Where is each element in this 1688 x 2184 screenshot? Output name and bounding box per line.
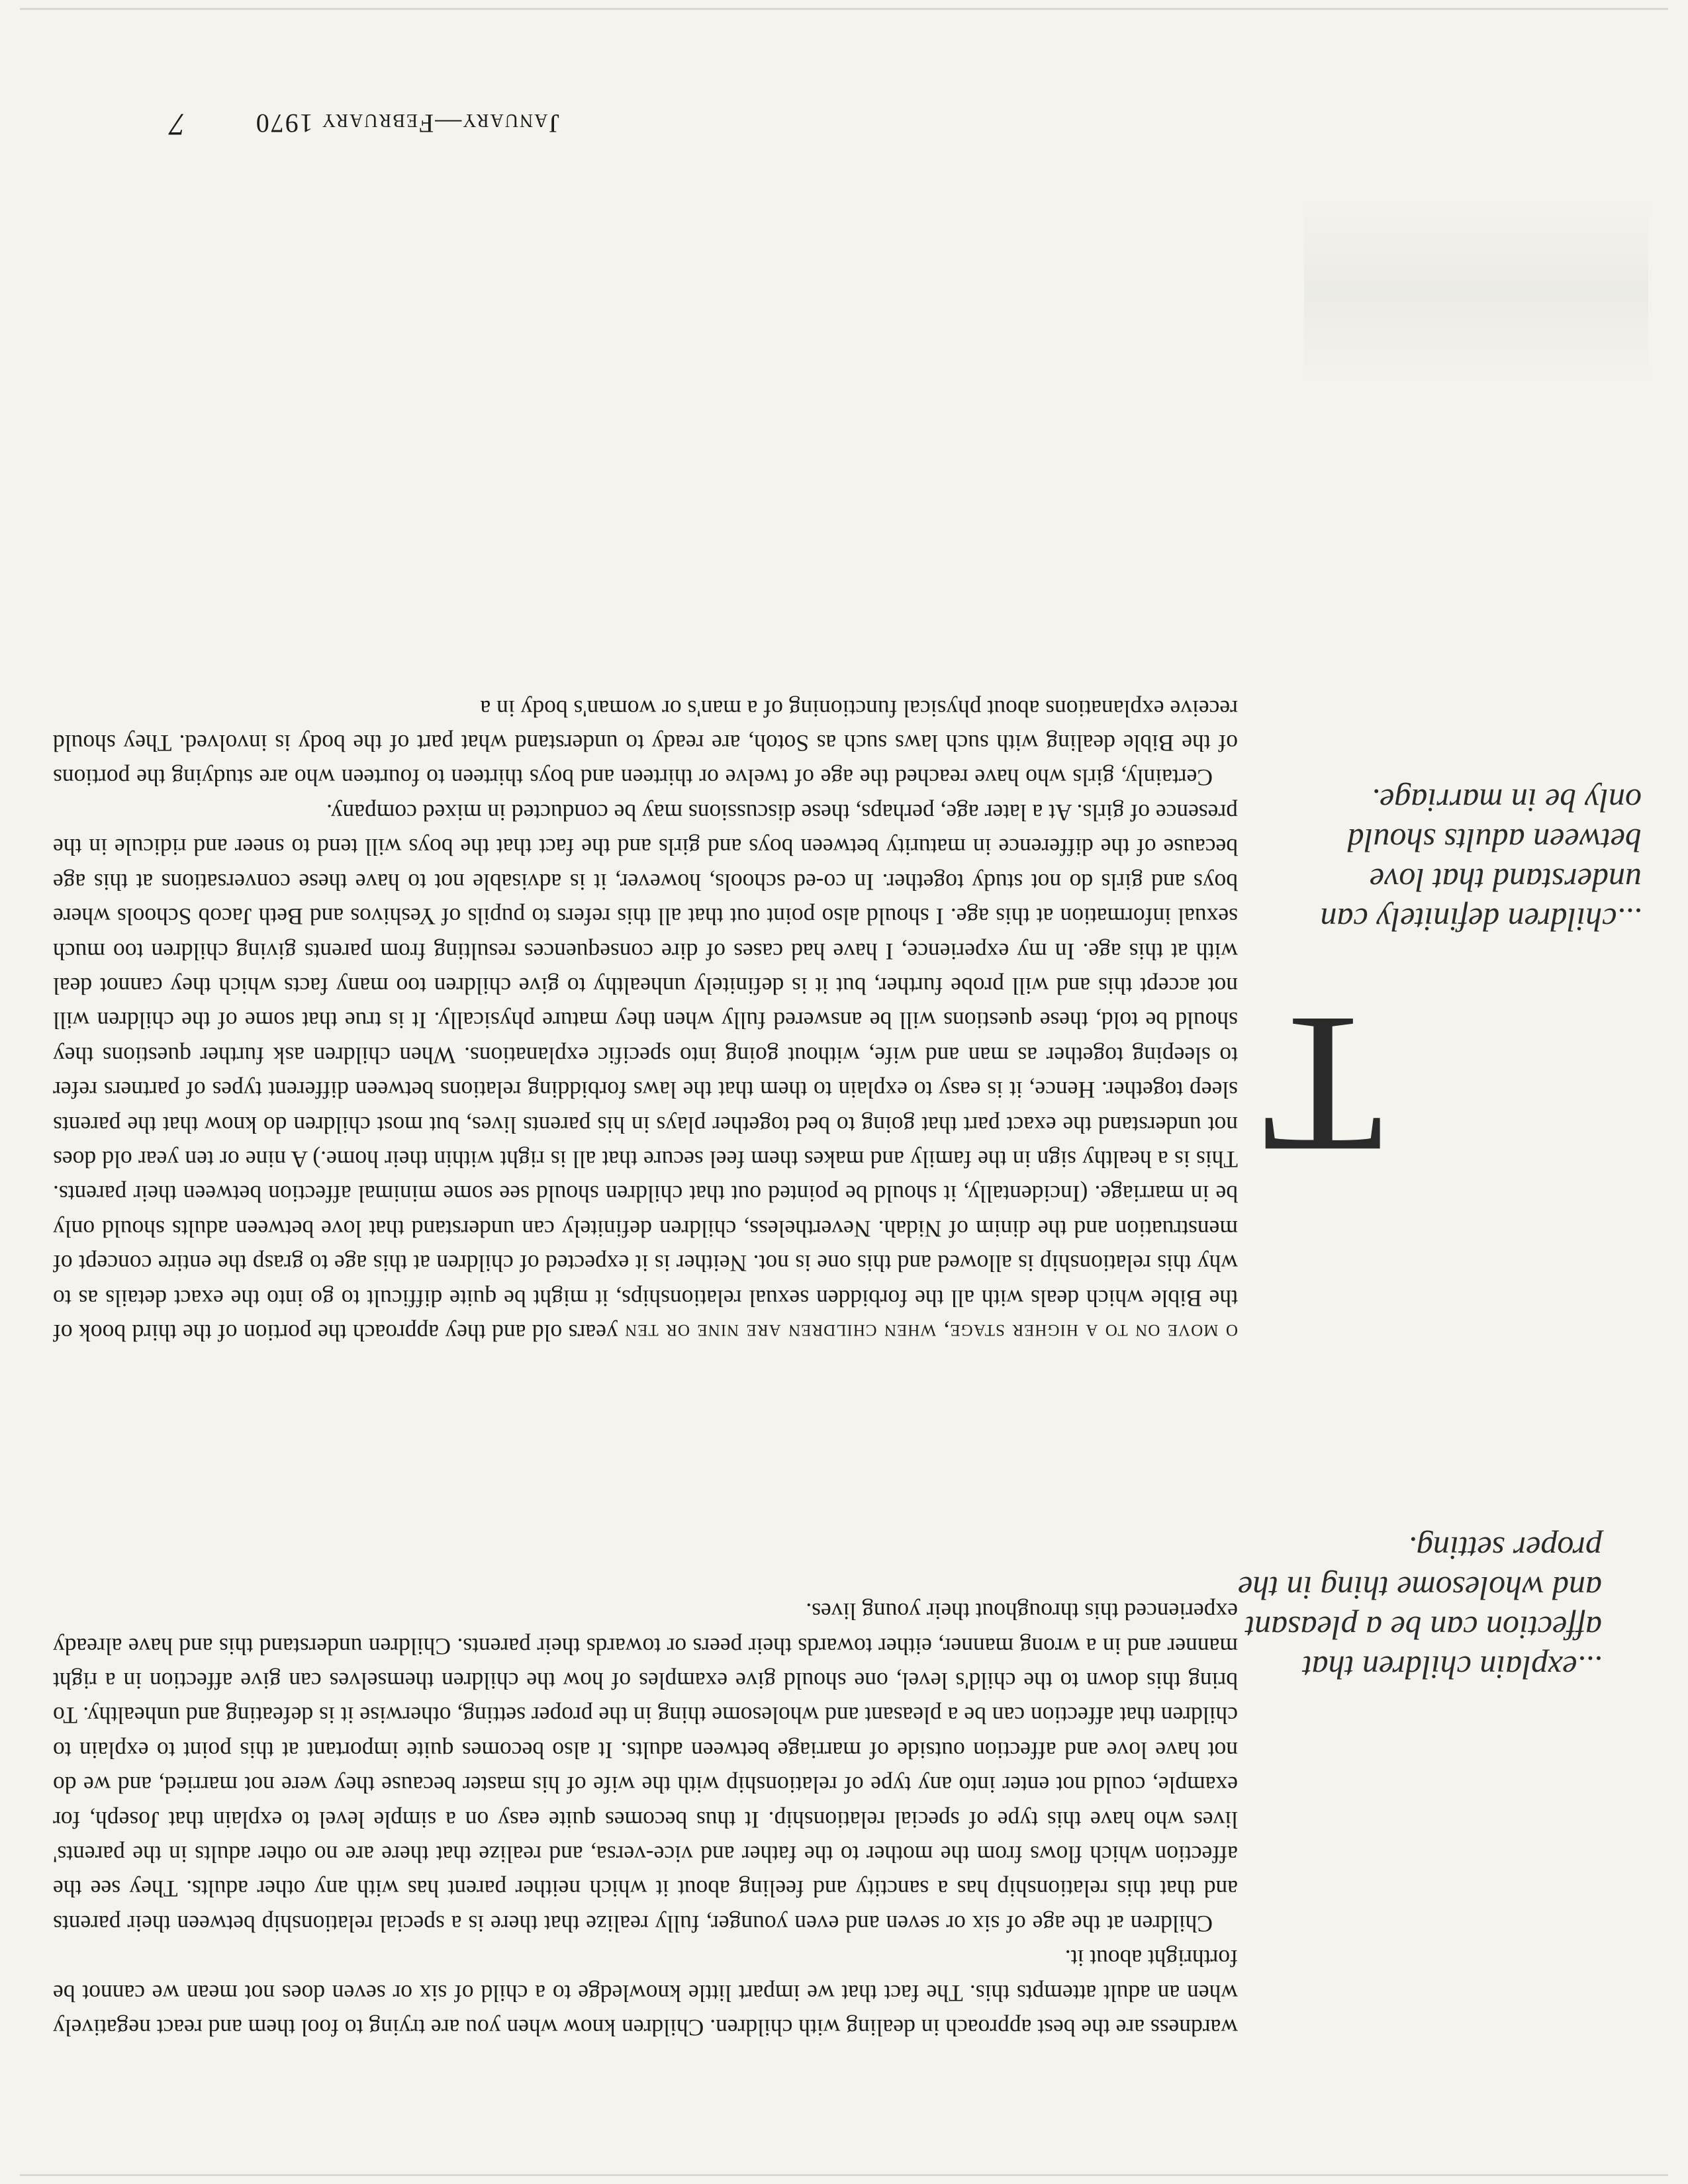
pull-quote-affection [1238,1529,1602,1688]
pull-quote-line: between adults should [1347,822,1642,859]
body-section-2 [53,691,1238,1350]
body-paragraph: wardness are the best approach in dealing with children. Children know when you are trying to fool them and react negatively when an adult attempts this. The fact that we impart little knowledge to a child of six or seven does not mean we cannot be forthright about it. [53,1945,1238,2041]
body-paragraph: Certainly, girls who have reached the age of twelve or thirteen and boys thirteen to fourteen who are studying the portions of the Bible dealing with such laws such as Sotoh, are ready to understand what part of the body is involved. They should receive explanations about physical functioning of a man's or woman's body in a [53,695,1238,792]
page-number: 7 [169,107,185,142]
pull-quote-line: affection can be a pleasant [1245,1610,1602,1647]
pull-quote-marriage [1320,781,1642,940]
opening-small-caps: o move on to a higher stage, when children are nine or ten [624,1320,1238,1346]
page-edge-bottom [20,8,1668,10]
drop-cap: T [1262,976,1383,1195]
page-edge-top [20,2174,1668,2176]
pull-quote-line: ...explain children that [1302,1649,1602,1686]
body-paragraph: Children at the age of six or seven and even younger, fully realize that there is a special relationship between their parents and that this relationship has a sanctity and feeling about it which neither parent has with any other adults. They see the affection which flows from the mother to the father and vice-versa, and realize that there are no other adults in the parents' lives who have this type of special relationship. It thus becomes quite easy on a simple level to explain that Joseph, for example, could not enter into any type of relationship with the wife of his master because they were not married, and we do not have love and affection outside of marriage between adults. It also becomes quite important at this point to explain to children that affection can be a pleasant and wholesome thing in the proper setting, otherwise it is defeating and unhealthy. To bring this down to the child's level, one should give examples of how the children themselves can give affection in a right manner and in a wrong manner, either towards their peers or towards their parents. Children understand this and have already experienced this throughout their young lives. [53,1598,1238,1937]
pull-quote-line: and wholesome thing in the [1238,1570,1602,1607]
show-through-shadow [1304,199,1648,384]
pull-quote-line: only be in marriage. [1371,782,1642,819]
pull-quote-line: understand that love [1369,862,1642,899]
lead-paragraph [53,796,1238,1351]
lead-paragraph-text: years old and they approach the portion of the third book of the Bible which deals with all the forbidden sexual relationships, it might be quite difficult to go into the exact details as to why this relationship is allowed and this one is not. Neither is it expected of children at this age to grasp the entire concept of menstruation and the dinim of Nidah. Nevertheless, children definitely can understand that love between adults should only be in marriage. (Incidentally, it should be pointed out that children should see some minimal affection between their parents. This is a healthy sign in the family and makes them feel secure that all is right within their home.) A nine or ten year old does not understand the exact part that going to bed together plays in his parents lives, but most children do know that the parents sleep together. Hence, it is easy to explain to them that the laws forbidding relations between different types of partners refer to sleeping together as man and wife, without going into specific explanations. When children ask further questions they should be told, these questions will be answered fully when they mature physically. It is true that some of the children will not accept this and will probe further, but it is definitely unhealthy to give children too many facts which they cannot deal with at this age. In my experience, I have had cases of dire consequences resulting from parents giving children too much sexual information at this age. I should also point out that all this refers to pupils of Yeshivos and Beth Jacob Schools where boys and girls do not study together. In co-ed schools, however, it is advisable not to have these conversations at this age because of the difference in maturity between boys and girls and the fact that the boys will tend to sneer and ridicule in the presence of girls. At a later age, perhaps, these discussions may be conducted in mixed company. [53,799,1238,1346]
running-head: January—February 1970 [254,109,559,138]
pull-quote-line: proper setting. [1408,1530,1602,1567]
body-section-1 [53,1594,1238,2045]
pull-quote-line: ...children definitely can [1320,901,1642,938]
